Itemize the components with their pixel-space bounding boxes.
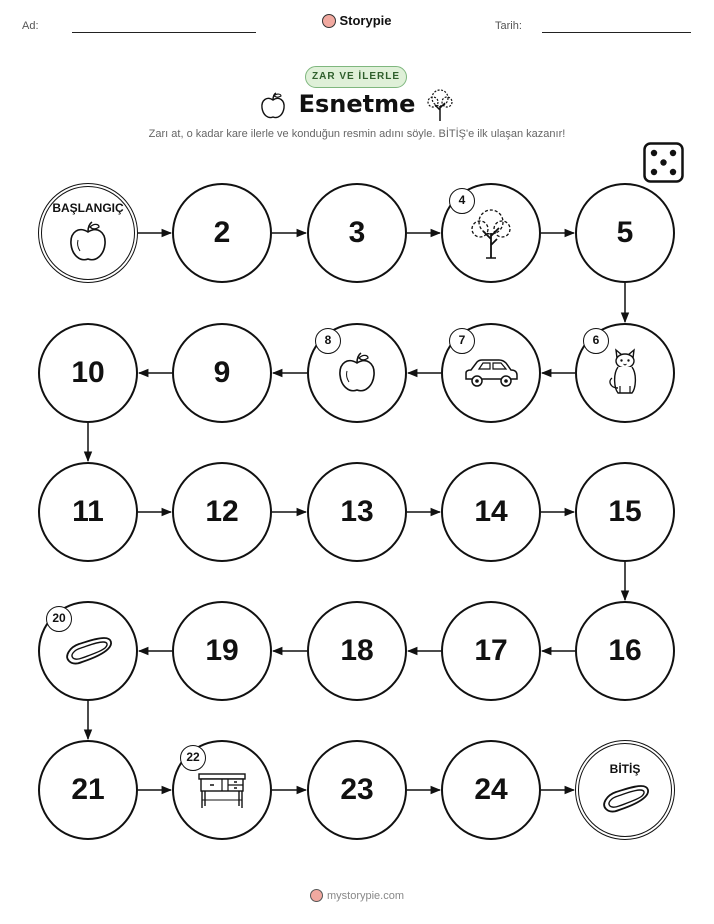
footer-url: mystorypie.com <box>326 890 405 902</box>
square-number: 5 <box>616 216 634 249</box>
square-number: 23 <box>340 773 374 806</box>
board-square-16 <box>575 601 675 701</box>
board-square-10 <box>38 323 138 423</box>
rubber-band-icon <box>600 782 650 816</box>
square-number: 15 <box>608 495 642 528</box>
square-number-tag: 20 <box>46 606 72 632</box>
name-label: Ad: <box>22 20 39 32</box>
board-square-11 <box>38 462 138 562</box>
square-number-tag: 8 <box>315 328 341 354</box>
board-square-17 <box>441 601 541 701</box>
start-label: BAŞLANGIÇ <box>52 201 124 215</box>
square-number-tag: 22 <box>180 745 206 771</box>
board-square-19 <box>172 601 272 701</box>
board-square-2 <box>172 183 272 283</box>
board-square-3 <box>307 183 407 283</box>
desk-icon <box>197 770 247 810</box>
board-square-12 <box>172 462 272 562</box>
square-number-tag: 4 <box>449 188 475 214</box>
square-number: 19 <box>205 634 239 667</box>
finish-square <box>575 740 675 840</box>
board-square-5 <box>575 183 675 283</box>
board-square-21 <box>38 740 138 840</box>
square-number: 2 <box>213 216 231 249</box>
square-number: 9 <box>213 356 231 389</box>
square-number: 12 <box>205 495 239 528</box>
date-label: Tarih: <box>495 20 522 32</box>
square-number: 17 <box>474 634 508 667</box>
square-number: 10 <box>71 356 105 389</box>
apple-icon <box>68 220 108 264</box>
board-square-13 <box>307 462 407 562</box>
board-square-24 <box>441 740 541 840</box>
square-number-tag: 7 <box>449 328 475 354</box>
instructions: Zarı at, o kadar kare ilerle ve konduğun resmin adını söyle. BİTİŞ'e ilk ulaşan kazanır! <box>148 128 566 140</box>
finish-label: BİTİŞ <box>609 762 641 776</box>
square-number: 13 <box>340 495 374 528</box>
storypie-logo-icon <box>310 889 323 902</box>
cat-icon <box>607 348 643 398</box>
square-number: 18 <box>340 634 374 667</box>
board-square-14 <box>441 462 541 562</box>
apple-icon <box>337 351 377 395</box>
board-square-18 <box>307 601 407 701</box>
page-title: Esnetme <box>298 90 416 118</box>
board-square-15 <box>575 462 675 562</box>
start-square <box>38 183 138 283</box>
square-number: 14 <box>474 495 508 528</box>
square-number: 21 <box>71 773 105 806</box>
square-number: 24 <box>474 773 508 806</box>
square-number: 16 <box>608 634 642 667</box>
square-number: 11 <box>72 495 104 528</box>
car-icon <box>463 356 519 390</box>
board-square-9 <box>172 323 272 423</box>
tree-icon <box>469 207 513 259</box>
brand-name: Storypie <box>339 13 392 28</box>
footer <box>0 889 714 902</box>
rubber-band-icon <box>63 634 113 668</box>
square-number-tag: 6 <box>583 328 609 354</box>
game-type-badge: ZAR VE İLERLE <box>305 66 407 88</box>
square-number: 3 <box>348 216 366 249</box>
board-square-23 <box>307 740 407 840</box>
